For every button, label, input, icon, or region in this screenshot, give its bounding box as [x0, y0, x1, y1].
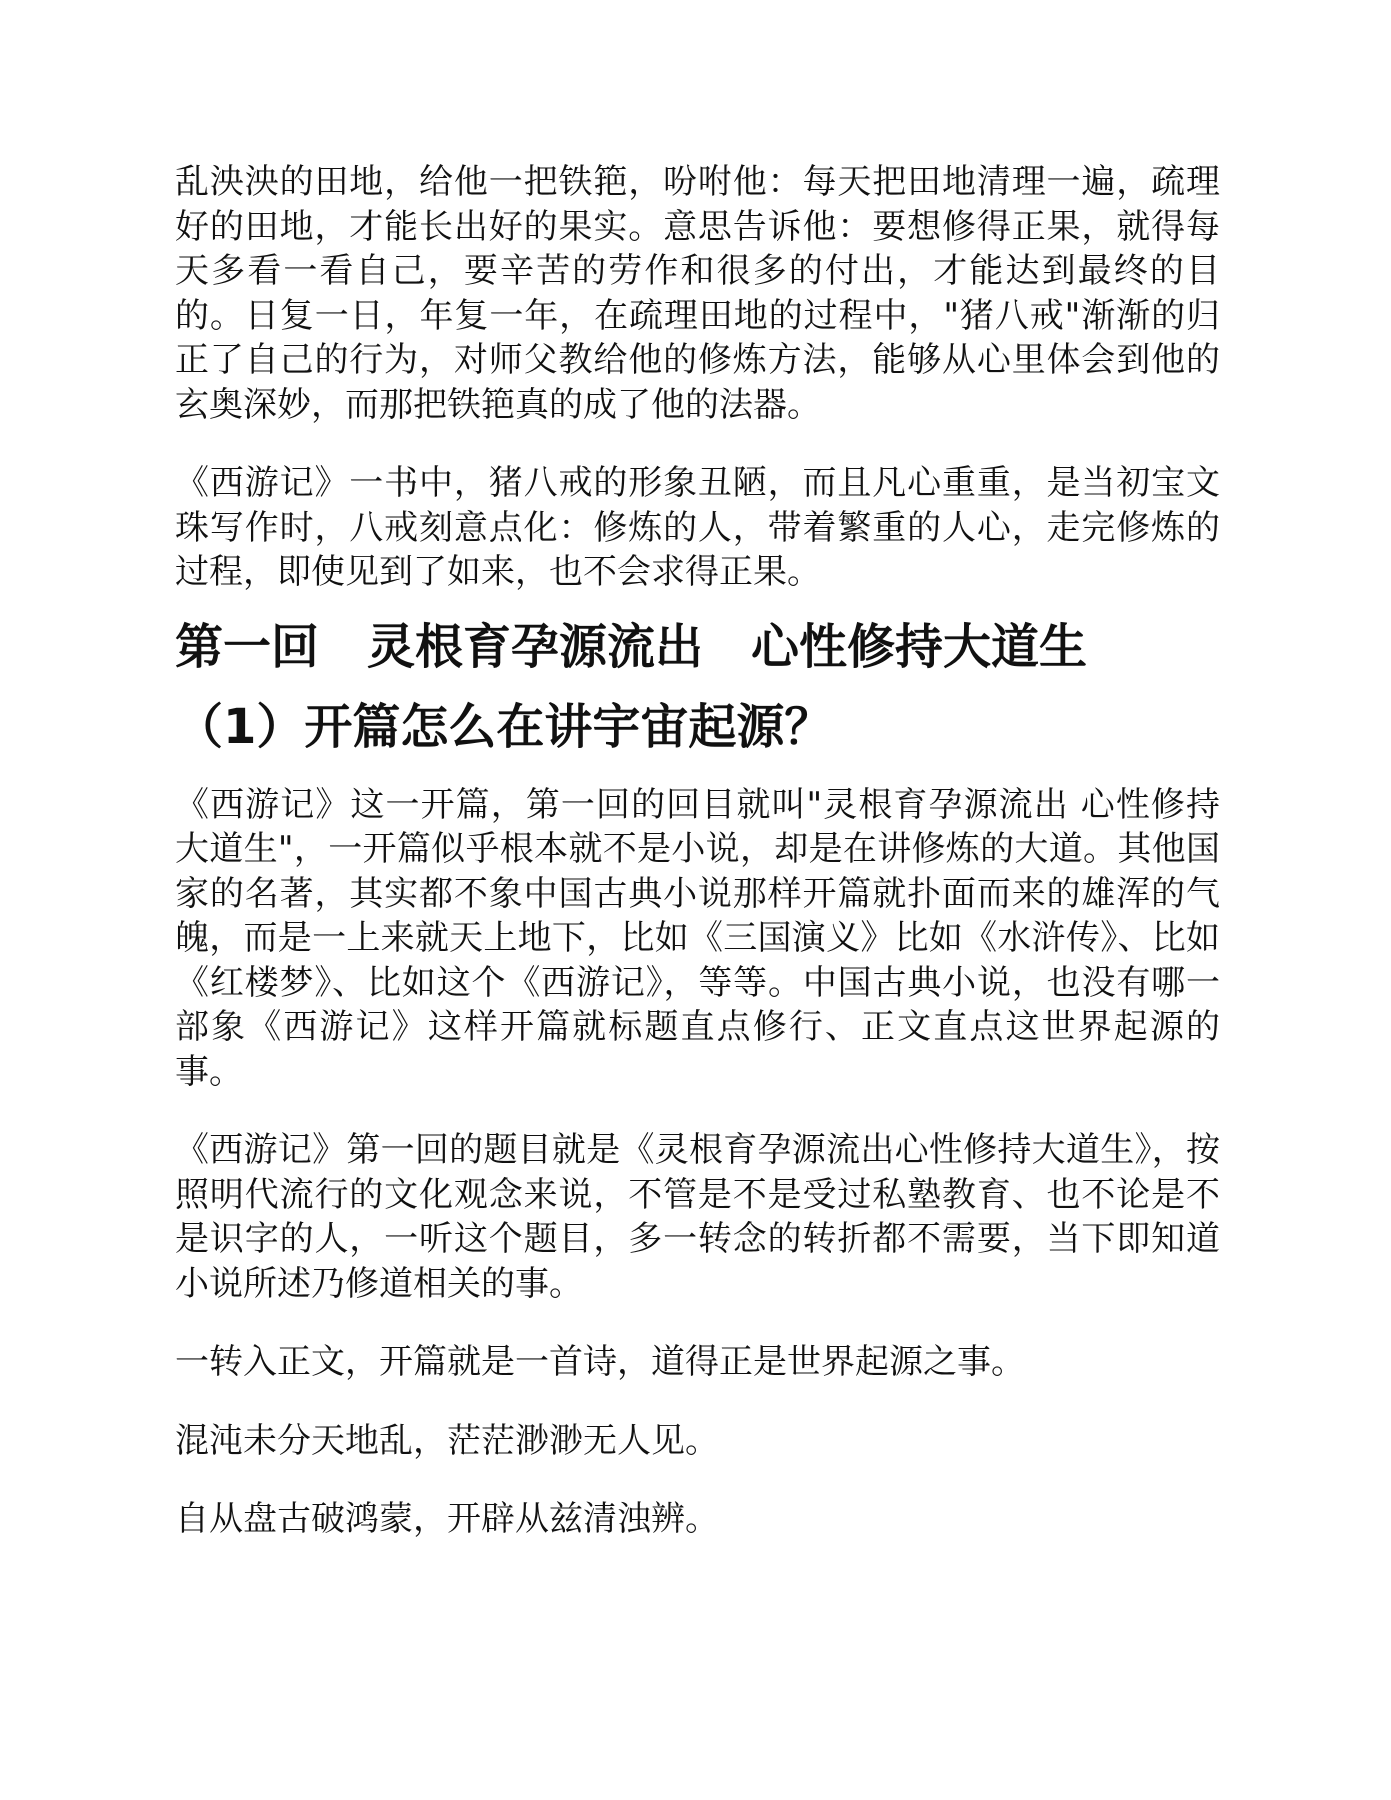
- paragraph: 《西游记》这一开篇，第一回的回目就叫"灵根育孕源流出 心性修持大道生"，一开篇似乎根本就不是小说，却是在讲修炼的大道。其他国家的名著，其实都不象中国古典小说那样开篇就扑面而来的雄浑的气魄，而是一上来就天上地下，比如《三国演义》比如《水浒传》、比如《红楼梦》、比如这个《西游记》，等等。中国古典小说，也没有哪一部象《西游记》这样开篇就标题直点修行、正文直点这世界起源的事。: [175, 784, 1220, 1092]
- paragraph: 一转入正文，开篇就是一首诗，道得正是世界起源之事。: [175, 1342, 1025, 1382]
- poem-line: 混沌未分天地乱，茫茫渺渺无人见。: [175, 1420, 719, 1461]
- chapter-title: 第一回 灵根育孕源流出 心性修持大道生: [175, 618, 1088, 675]
- paragraph: 《西游记》一书中，猪八戒的形象丑陋，而且凡心重重，是当初宝文珠写作时，八戒刻意点化：修炼的人，带着繁重的人心，走完修炼的过程，即使见到了如来，也不会求得正果。: [175, 463, 1220, 592]
- document-page: [175, 160, 1220, 1542]
- poem-line: 自从盘古破鸿蒙，开辟从兹清浊辨。: [175, 1499, 719, 1539]
- paragraph: 乱泱泱的田地，给他一把铁筢，吩咐他：每天把田地清理一遍，疏理好的田地，才能长出好的果实。意思告诉他：要想修得正果，就得每天多看一看自己，要辛苦的劳作和很多的付出，才能达到最终的目的。日复一日，年复一年，在疏理田地的过程中，"猪八戒"渐渐的归正了自己的行为，对师父教给他的修炼方法，能够从心里体会到他的玄奥深妙，而那把铁筢真的成了他的法器。: [175, 162, 1220, 425]
- paragraph: 《西游记》第一回的题目就是《灵根育孕源流出心性修持大道生》，按照明代流行的文化观念来说，不管是不是受过私塾教育、也不论是不是识字的人，一听这个题目，多一转念的转折都不需要，当下即知道小说所述乃修道相关的事。: [175, 1130, 1220, 1304]
- section-title: （1）开篇怎么在讲宇宙起源？: [175, 698, 833, 755]
